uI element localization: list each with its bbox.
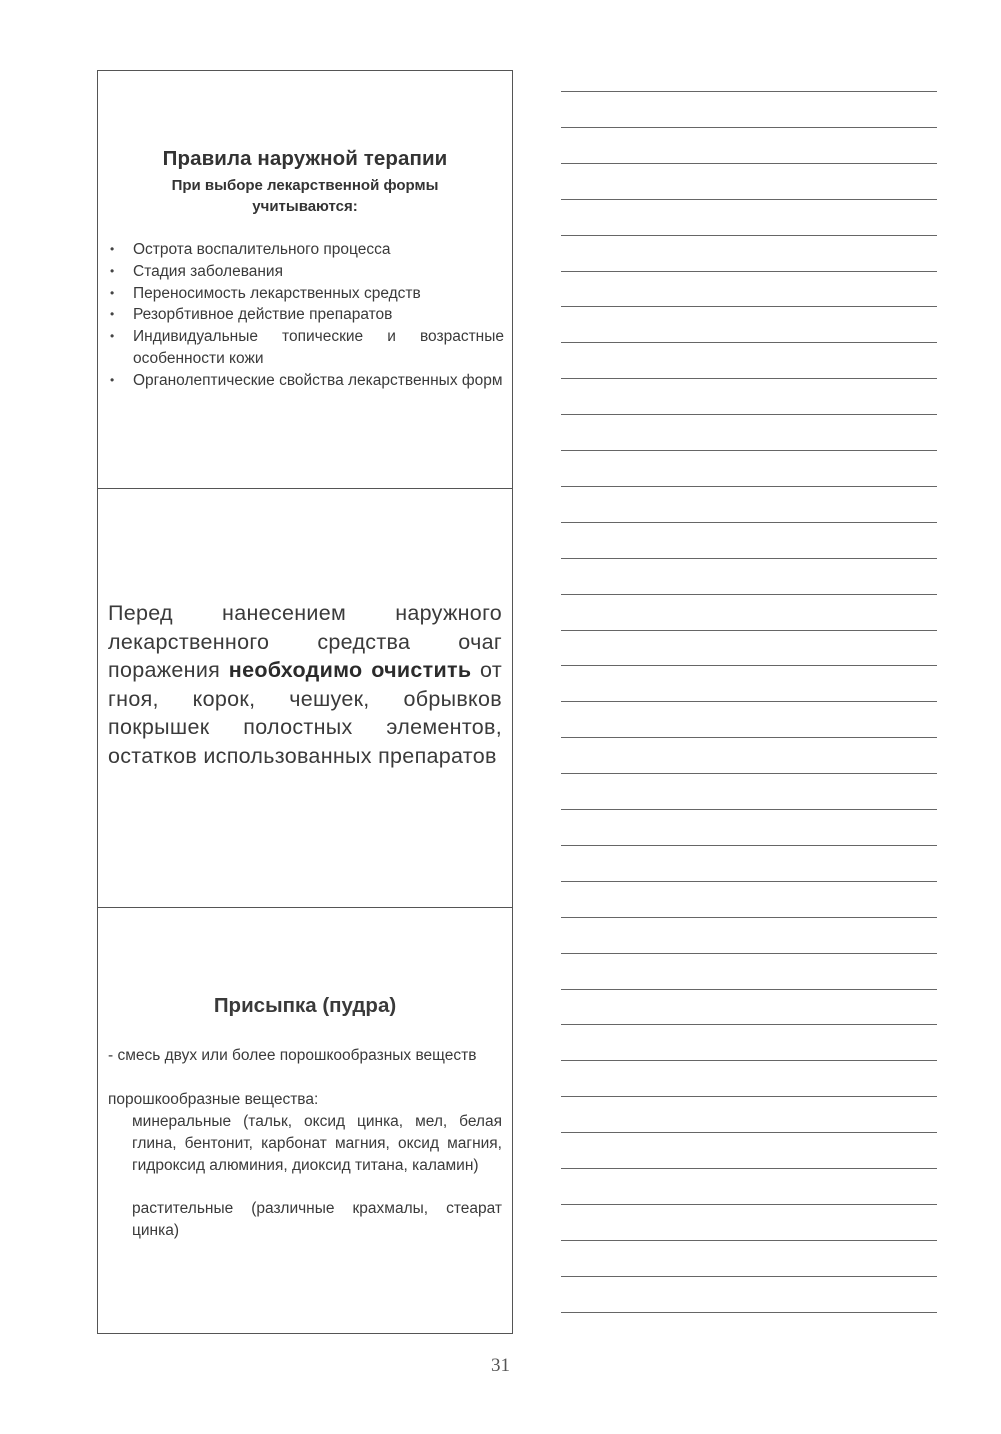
note-line	[561, 127, 937, 128]
slide-rules-external-therapy	[98, 71, 512, 489]
note-line	[561, 414, 937, 415]
note-line	[561, 665, 937, 666]
note-line	[561, 1096, 937, 1097]
list-item: • Острота воспалительного процесса	[106, 239, 504, 261]
note-line	[561, 917, 937, 918]
note-line	[561, 1204, 937, 1205]
emphasis-text: необходимо очистить	[228, 658, 472, 683]
vegetable-substances-text: растительные (различные крахмалы, стеарат цинка)	[132, 1200, 502, 1239]
slide-subtitle: При выборе лекарственной формы учитываются:	[171, 177, 439, 215]
note-line	[561, 163, 937, 164]
bullet-list	[106, 239, 504, 392]
note-lines-area	[561, 0, 937, 1434]
note-line	[561, 594, 937, 595]
note-line	[561, 701, 937, 702]
note-line	[561, 1276, 937, 1277]
note-line	[561, 522, 937, 523]
page-number: 31	[491, 1355, 510, 1376]
note-line	[561, 1060, 937, 1061]
note-line	[561, 1240, 937, 1241]
note-line	[561, 737, 937, 738]
slide-title: Присыпка (пудра)	[213, 994, 397, 1017]
note-line	[561, 306, 937, 307]
list-item: • Органолептические свойства лекарственных форм	[106, 370, 504, 392]
note-line	[561, 235, 937, 236]
mineral-substances-text: минеральные (тальк, оксид цинка, мел, белая глина, бентонит, карбонат магния, оксид магния, гидроксид алюминия, диоксид титана, каламин)	[132, 1113, 502, 1174]
note-line	[561, 1168, 937, 1169]
note-line	[561, 1312, 937, 1313]
note-line	[561, 486, 937, 487]
bullet-icon: •	[110, 307, 115, 322]
slide-powder	[98, 908, 512, 1333]
note-line	[561, 630, 937, 631]
bullet-icon: •	[110, 329, 115, 344]
list-item: • Индивидуальные топические и возрастные особенности кожи	[110, 328, 504, 367]
note-line	[561, 809, 937, 810]
note-line	[561, 271, 937, 272]
bullet-icon: •	[110, 263, 115, 278]
bullet-icon: •	[110, 285, 115, 300]
note-line	[561, 91, 937, 92]
list-item: • Резорбтивное действие препаратов	[106, 304, 504, 326]
note-line	[561, 199, 937, 200]
note-line	[561, 881, 937, 882]
note-line	[561, 1132, 937, 1133]
section-label: порошкообразные вещества:	[108, 1091, 319, 1108]
note-line	[561, 773, 937, 774]
note-line	[561, 378, 937, 379]
definition-text: - смесь двух или более порошкообразных веществ	[108, 1047, 477, 1064]
bullet-icon: •	[110, 242, 115, 256]
slide-cleaning-lesion	[98, 489, 512, 908]
note-line	[561, 953, 937, 954]
list-item: • Переносимость лекарственных средств	[106, 283, 504, 305]
note-line	[561, 989, 937, 990]
slide-body-text: Перед нанесением наружного лекарственного средства очаг поражения необходимо очистить от гноя, корок, чешуек, обрывков покрышек полостных элементов, остатков использованных препаратов	[108, 601, 502, 768]
note-line	[561, 558, 937, 559]
note-line	[561, 342, 937, 343]
list-item: • Стадия заболевания	[106, 261, 504, 283]
slide-title: Правила наружной терапии	[162, 147, 448, 170]
bullet-icon: •	[110, 372, 115, 387]
note-line	[561, 450, 937, 451]
note-line	[561, 1024, 937, 1025]
note-line	[561, 845, 937, 846]
slides-column	[97, 70, 513, 1334]
